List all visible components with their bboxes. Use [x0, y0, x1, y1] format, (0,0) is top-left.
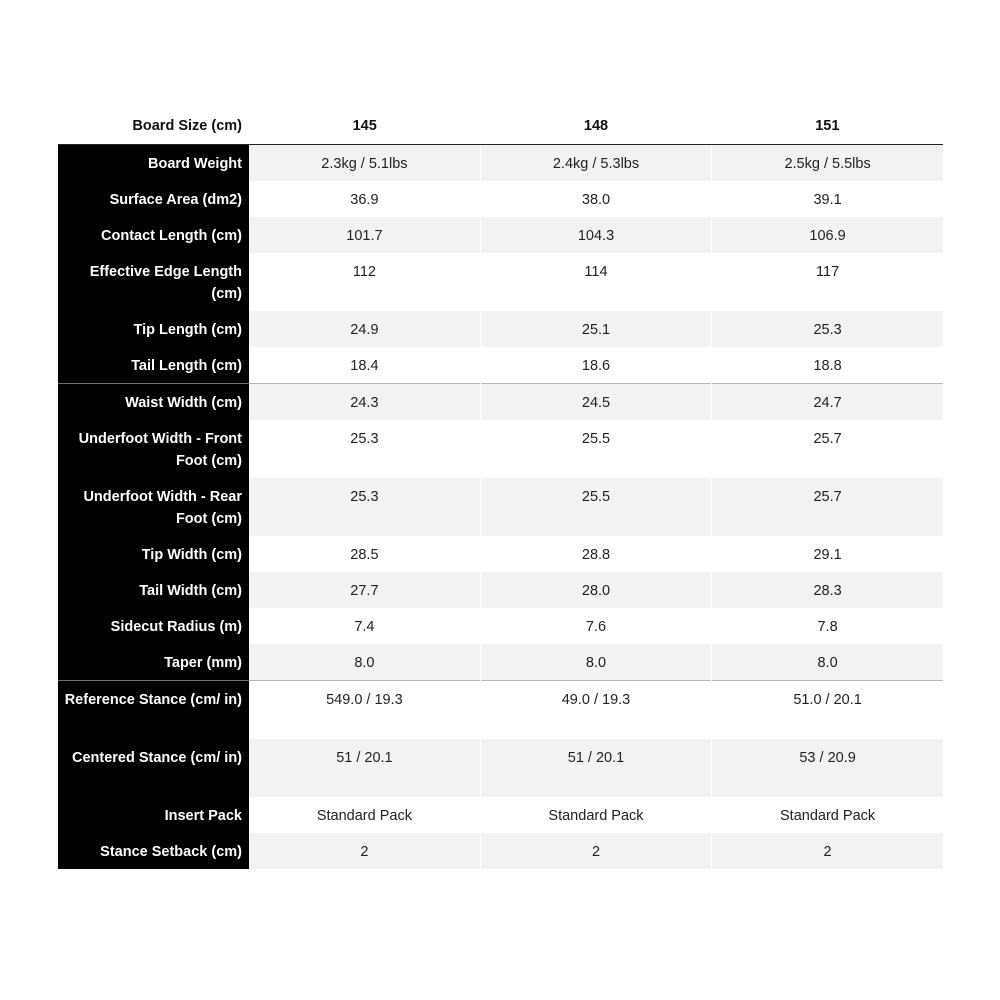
row-label: Stance Setback (cm): [58, 833, 249, 869]
cell-value: 114: [480, 253, 711, 311]
table-row: [58, 145, 943, 182]
row-label: Underfoot Width - Rear Foot (cm): [58, 478, 249, 536]
header-row: [58, 108, 943, 145]
cell-value: 8.0: [712, 644, 943, 681]
cell-value: 38.0: [480, 181, 711, 217]
cell-value: 104.3: [480, 217, 711, 253]
cell-value: 24.7: [712, 384, 943, 421]
size-header-148: 148: [480, 108, 711, 145]
row-label: Reference Stance (cm/ in): [58, 681, 249, 740]
table-row: [58, 536, 943, 572]
cell-value: 49.0 / 19.3: [480, 681, 711, 740]
cell-value: 101.7: [249, 217, 480, 253]
cell-value: 2: [712, 833, 943, 869]
cell-value: Standard Pack: [712, 797, 943, 833]
table-row: [58, 253, 943, 311]
cell-value: 25.5: [480, 478, 711, 536]
cell-value: 106.9: [712, 217, 943, 253]
row-label: Centered Stance (cm/ in): [58, 739, 249, 797]
cell-value: 117: [712, 253, 943, 311]
cell-value: 25.1: [480, 311, 711, 347]
cell-value: 36.9: [249, 181, 480, 217]
table-row: [58, 217, 943, 253]
row-label: Board Weight: [58, 145, 249, 182]
row-label: Contact Length (cm): [58, 217, 249, 253]
row-label: Surface Area (dm2): [58, 181, 249, 217]
cell-value: 25.3: [712, 311, 943, 347]
cell-value: 24.5: [480, 384, 711, 421]
cell-value: 24.3: [249, 384, 480, 421]
cell-value: 25.7: [712, 478, 943, 536]
cell-value: 29.1: [712, 536, 943, 572]
cell-value: 2.4kg / 5.3lbs: [480, 145, 711, 182]
cell-value: 8.0: [249, 644, 480, 681]
cell-value: 2.5kg / 5.5lbs: [712, 145, 943, 182]
cell-value: 18.4: [249, 347, 480, 384]
table-row: [58, 181, 943, 217]
cell-value: 7.6: [480, 608, 711, 644]
cell-value: 51.0 / 20.1: [712, 681, 943, 740]
row-label: Taper (mm): [58, 644, 249, 681]
cell-value: 28.0: [480, 572, 711, 608]
table-row: [58, 833, 943, 869]
table-row: [58, 420, 943, 478]
cell-value: Standard Pack: [249, 797, 480, 833]
table-row: [58, 644, 943, 681]
table-row: [58, 311, 943, 347]
cell-value: 27.7: [249, 572, 480, 608]
size-header-145: 145: [249, 108, 480, 145]
cell-value: Standard Pack: [480, 797, 711, 833]
table-row: [58, 797, 943, 833]
cell-value: 53 / 20.9: [712, 739, 943, 797]
cell-value: 18.8: [712, 347, 943, 384]
table-row: [58, 681, 943, 740]
cell-value: 25.3: [249, 420, 480, 478]
cell-value: 39.1: [712, 181, 943, 217]
cell-value: 24.9: [249, 311, 480, 347]
row-label: Tip Length (cm): [58, 311, 249, 347]
row-label: Underfoot Width - Front Foot (cm): [58, 420, 249, 478]
cell-value: 18.6: [480, 347, 711, 384]
cell-value: 25.3: [249, 478, 480, 536]
cell-value: 549.0 / 19.3: [249, 681, 480, 740]
cell-value: 2: [249, 833, 480, 869]
cell-value: 2.3kg / 5.1lbs: [249, 145, 480, 182]
table-row: [58, 384, 943, 421]
cell-value: 28.5: [249, 536, 480, 572]
row-label: Tail Length (cm): [58, 347, 249, 384]
cell-value: 7.8: [712, 608, 943, 644]
table-row: [58, 347, 943, 384]
row-label: Sidecut Radius (m): [58, 608, 249, 644]
cell-value: 28.3: [712, 572, 943, 608]
cell-value: 51 / 20.1: [480, 739, 711, 797]
table-row: [58, 572, 943, 608]
cell-value: 112: [249, 253, 480, 311]
size-header-151: 151: [712, 108, 943, 145]
cell-value: 25.5: [480, 420, 711, 478]
table-row: [58, 478, 943, 536]
row-label: Tail Width (cm): [58, 572, 249, 608]
table-row: [58, 608, 943, 644]
cell-value: 28.8: [480, 536, 711, 572]
row-label: Waist Width (cm): [58, 384, 249, 421]
cell-value: 2: [480, 833, 711, 869]
row-label: Insert Pack: [58, 797, 249, 833]
row-label: Tip Width (cm): [58, 536, 249, 572]
cell-value: 51 / 20.1: [249, 739, 480, 797]
board-size-header: Board Size (cm): [58, 108, 249, 145]
cell-value: 8.0: [480, 644, 711, 681]
row-label: Effective Edge Length (cm): [58, 253, 249, 311]
spec-table: [58, 108, 943, 869]
cell-value: 25.7: [712, 420, 943, 478]
cell-value: 7.4: [249, 608, 480, 644]
table-row: [58, 739, 943, 797]
